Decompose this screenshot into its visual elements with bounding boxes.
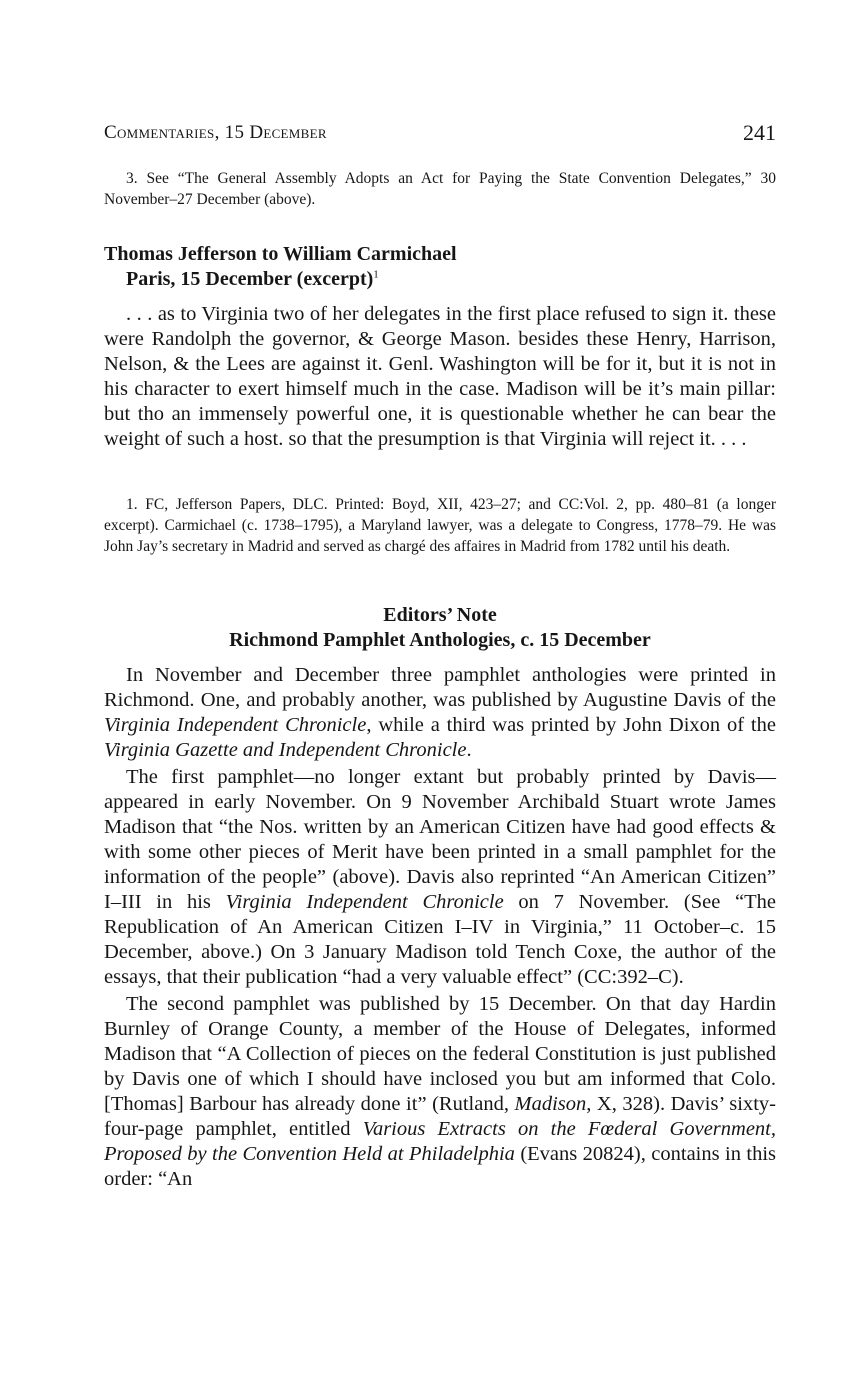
text-run: The first pamphlet—no longer extant but probably printed by Davis—appeared in early November. On 9 November Archibald Stuart wrote James Madison that “the Nos. written by an American Citizen have had good effects & with some other pieces of Merit have been printed in a small pamphlet for the information of the people” (above). Davis also reprinted “An American Citizen” I–III in his: [104, 766, 776, 913]
running-head-title: Commentaries, 15 December: [104, 122, 327, 143]
text-run: The second pamphlet was published by 15 December. On that day Hardin Burnley of Orange County, a member of the House of Delegates, informed Madison that “A Collection of pieces on the federal Constitution is just published by Davis one of which I should have inclosed you but am informed that Colo. [Thomas] Barbour has already done it” (Rutland,: [104, 993, 776, 1115]
jefferson-letter-body: [104, 302, 776, 452]
jefferson-letter-excerpt: . . . as to Virginia two of her delegates in the first place refused to sign it. these were Randolph the governor, & George Mason. besides these Henry, Harrison, Nelson, & the Lees are against it. Genl. Washington will be for it, but it is not in his character to exert himself much in the case. Madison will be it’s main pillar: but tho an immensely powerful one, it is questionable whether he can bear the weight of such a host. so that the presumption is that Virginia will reject it. . . .: [104, 303, 776, 450]
book-title: Madison: [514, 1093, 587, 1115]
editors-note-body: [104, 663, 776, 1192]
editors-note-paragraph-1: [104, 663, 776, 763]
footnote-marker: 1: [373, 268, 379, 281]
newspaper-title: Virginia Gazette and Independent Chronicle: [104, 739, 467, 761]
footnote-3-text: 3. See “The General Assembly Adopts an Act for Paying the State Convention Delegates,” 30 November–27 December (above).: [104, 170, 776, 208]
page-number: 241: [743, 120, 776, 145]
jefferson-letter-title: Thomas Jefferson to William Carmichael: [104, 243, 457, 265]
jefferson-letter-heading: [104, 242, 776, 292]
pamphlet-title: Various Extracts on the Fœderal Government, Proposed by the Convention Held at Philadelphia: [104, 1118, 776, 1165]
text-run: , while a third was printed by John Dixon of the: [366, 714, 776, 736]
text-run: (Evans 20824), contains in this order: “An: [104, 1143, 777, 1190]
editors-note-subtitle: Richmond Pamphlet Anthologies, c. 15 December: [229, 629, 651, 651]
editors-note-heading: [104, 603, 776, 653]
editors-note-paragraph-2: [104, 765, 776, 990]
newspaper-title: Virginia Independent Chronicle: [104, 714, 367, 736]
text-run: In November and December three pamphlet anthologies were printed in Richmond. One, and probably another, was published by Augustine Davis of the: [104, 664, 776, 711]
editors-note-title: Editors’ Note: [383, 604, 497, 626]
newspaper-title: Virginia Independent Chronicle: [225, 891, 504, 913]
running-head: [104, 120, 776, 150]
text-run: , X, 328). Davis’ sixty-four-page pamphlet, entitled: [104, 1093, 776, 1140]
footnote-1-text: 1. FC, Jefferson Papers, DLC. Printed: Boyd, XII, 423–27; and CC:Vol. 2, pp. 480–81 (a longer excerpt). Carmichael (c. 1738–1795), a Maryland lawyer, was a delegate to Congress, 1778–79. He was John Jay’s secretary in Madrid and served as chargé des affaires in Madrid from 1782 until his death.: [104, 496, 776, 555]
footnote-3: [104, 168, 776, 210]
text-run: on 7 November. (See “The Republication of An American Citizen I–IV in Virginia,” 11 October–c. 15 December, above.) On 3 January Madison told Tench Coxe, the author of the essays, that their publication “had a very valuable effect” (CC:392–C).: [104, 891, 776, 988]
text-run: .: [466, 739, 472, 761]
footnote-1: [104, 494, 776, 557]
jefferson-letter-dateline-text: Paris, 15 December (excerpt): [126, 268, 374, 290]
jefferson-letter-dateline: [104, 267, 776, 292]
editors-note-paragraph-3: [104, 992, 776, 1192]
